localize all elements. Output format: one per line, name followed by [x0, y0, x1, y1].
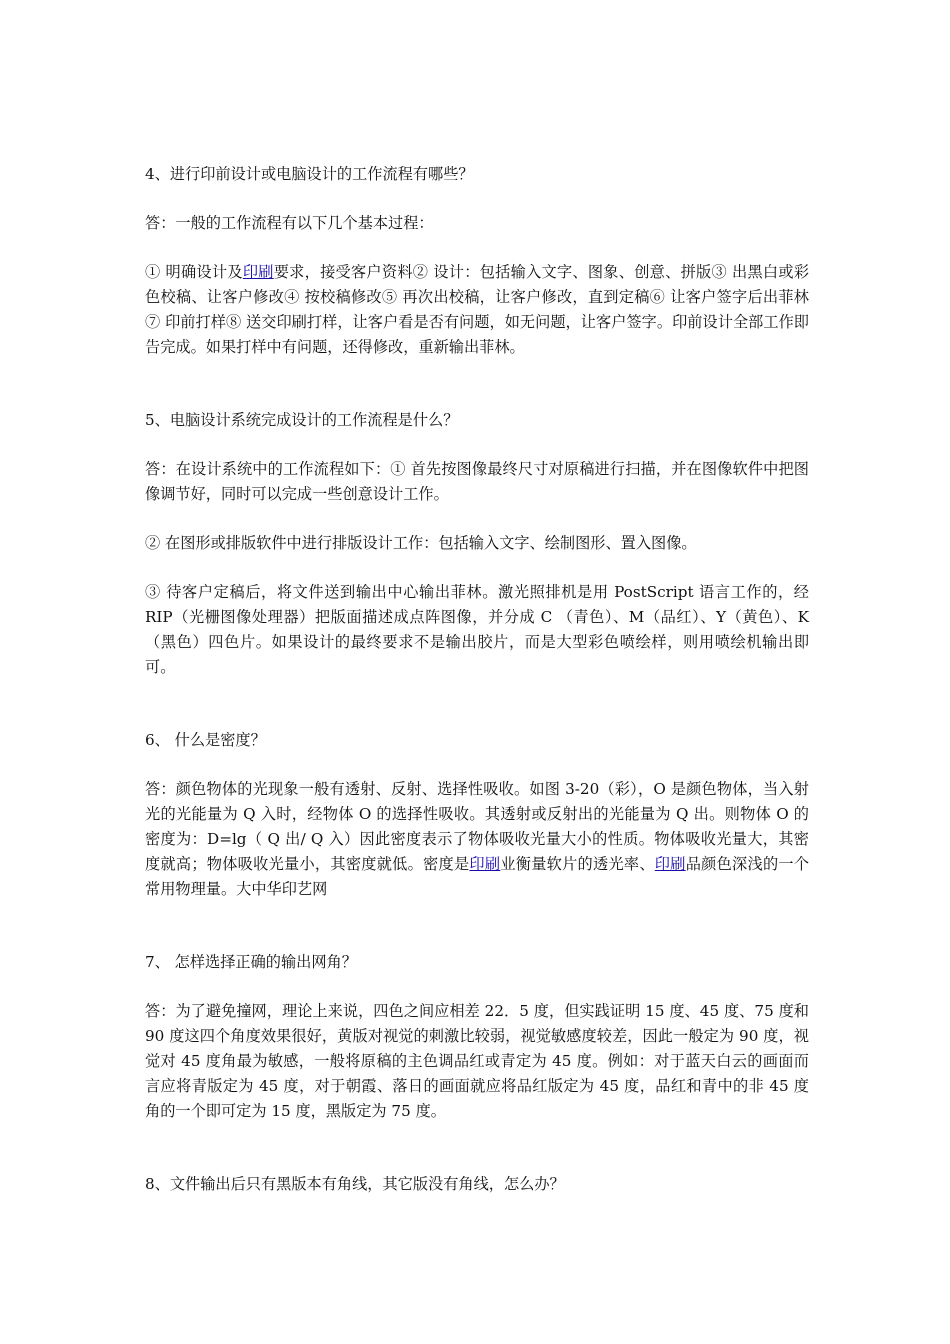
- print-link[interactable]: 印刷: [242, 263, 274, 281]
- question-8: 8、文件输出后只有黑版本有角线，其它版没有角线，怎么办？: [145, 1175, 565, 1193]
- answer-6-text-a: 答：颜色物体的光现象一般有透射、反射、选择性吸收。如图 3-20（彩），O 是颜色物体，当入射光的光能量为 Q 入时，经物体 O 的选择性吸收。其透射或反射出的光能量为 Q 出。则物体 O 的密度为：D=lg（ Q 出/ Q 入）因此密度表示了物体吸收光量大小的性质。物体吸收光量大，其密度就高；物体吸收光量小，其密度就低。密度是: [145, 780, 809, 873]
- question-4: 4、进行印前设计或电脑设计的工作流程有哪些？: [145, 165, 474, 183]
- answer-6-text-b: 业衡量软片的透光率、: [500, 855, 655, 873]
- answer-4-intro: 答：一般的工作流程有以下几个基本过程：: [145, 214, 434, 232]
- answer-5-p1: 答：在设计系统中的工作流程如下：① 首先按图像最终尺寸对原稿进行扫描，并在图像软件中把图像调节好，同时可以完成一些创意设计工作。: [145, 460, 809, 503]
- answer-4-text-b: 要求，接受客户资料② 设计：包括输入文字、图象、创意、拼版③ 出黑白或彩色校稿、让客户修改④ 按校稿修改⑤ 再次出校稿，让客户修改，直到定稿⑥ 让客户签字后出菲林⑦ 印前打样⑧ 送交印刷打样，让客户看是否有问题，如无问题，让客户签字。印前设计全部工作即告完成。如果打样中有问题，还得修改，重新输出菲林。: [145, 263, 810, 356]
- answer-7-body: 答：为了避免撞网，理论上来说，四色之间应相差 22．5 度，但实践证明 15 度、45 度、75 度和 90 度这四个角度效果很好，黄版对视觉的刺激比较弱，视觉敏感度较差，因此一般定为 90 度，视觉对 45 度角最为敏感，一般将原稿的主色调品红或青定为 45 度。例如：对于蓝天白云的画面而言应将青版定为 45 度，对于朝霞、落日的画面就应将品红版定为 45 度，品红和青中的非 45 度角的一个即可定为 15 度，黑版定为 75 度。: [145, 1002, 809, 1120]
- answer-4-body: [145, 260, 809, 360]
- answer-6-text-c: 品颜色深浅的一个常用物理量。大中华印艺网: [145, 855, 810, 898]
- print-link[interactable]: 印刷: [469, 855, 501, 873]
- question-6: 6、 什么是密度？: [145, 731, 266, 749]
- answer-5-p3: ③ 待客户定稿后，将文件送到输出中心输出菲林。激光照排机是用 PostScript 语言工作的，经 RIP（光栅图像处理器）把版面描述成点阵图像，并分成 C （青色）、M（品红）、Y（黄色）、K（黑色）四色片。如果设计的最终要求不是输出胶片，而是大型彩色喷绘样，则用喷绘机输出即可。: [145, 583, 809, 676]
- print-link[interactable]: 印刷: [654, 855, 686, 873]
- answer-6-body: [145, 777, 809, 902]
- question-5: 5、电脑设计系统完成设计的工作流程是什么？: [145, 411, 459, 429]
- answer-5-p2: ② 在图形或排版软件中进行排版设计工作：包括输入文字、绘制图形、置入图像。: [145, 534, 697, 552]
- document-page: [145, 162, 809, 1197]
- question-7: 7、 怎样选择正确的输出网角？: [145, 953, 357, 971]
- answer-4-text-a: ① 明确设计及: [145, 263, 243, 281]
